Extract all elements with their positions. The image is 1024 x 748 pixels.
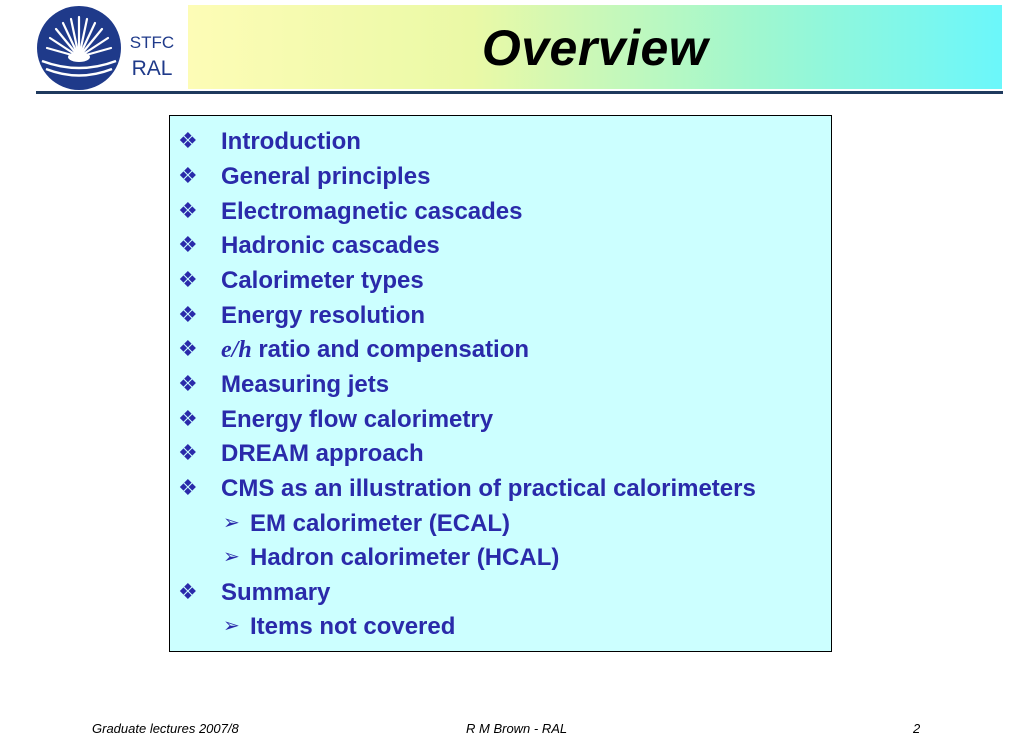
- diamond-bullet-icon: ❖: [178, 128, 198, 153]
- list-item-label: Energy resolution: [221, 302, 426, 329]
- footer-course: Graduate lectures 2007/8: [92, 721, 239, 736]
- eh-symbol: e/h: [221, 337, 252, 363]
- diamond-bullet-icon: ❖: [178, 371, 198, 396]
- diamond-bullet-icon: ❖: [178, 406, 198, 431]
- starburst-logo-icon: [36, 5, 122, 91]
- list-item-label: Measuring jets: [221, 371, 390, 398]
- footer-author: R M Brown - RAL: [466, 721, 568, 736]
- diamond-bullet-icon: ❖: [178, 163, 198, 188]
- diamond-bullet-icon: ❖: [178, 475, 198, 500]
- list-item-label: Hadronic cascades: [221, 232, 440, 259]
- diamond-bullet-icon: ❖: [178, 267, 198, 292]
- diamond-bullet-icon: ❖: [178, 336, 198, 361]
- list-item-label: General principles: [221, 163, 431, 190]
- list-subitem-label: Items not covered: [250, 613, 456, 640]
- title-banner: [188, 5, 1002, 89]
- list-subitem-label: EM calorimeter (ECAL): [250, 510, 511, 537]
- list-item-label: Summary: [221, 579, 331, 606]
- list-item-label: Electromagnetic cascades: [221, 198, 523, 225]
- diamond-bullet-icon: ❖: [178, 198, 198, 223]
- diamond-bullet-icon: ❖: [178, 232, 198, 257]
- list-item-label: DREAM approach: [221, 440, 424, 467]
- list-item-label: Energy flow calorimetry: [221, 406, 494, 433]
- diamond-bullet-icon: ❖: [178, 302, 198, 327]
- list-item-label: CMS as an illustration of practical calorimeters: [221, 475, 756, 502]
- header-divider: [36, 91, 1003, 94]
- arrow-bullet-icon: ➢: [223, 512, 240, 534]
- list-subitem-label: Hadron calorimeter (HCAL): [250, 544, 560, 571]
- diamond-bullet-icon: ❖: [178, 440, 198, 465]
- outline-box: [169, 115, 832, 652]
- page-number: 2: [913, 721, 921, 736]
- page-title: Overview: [481, 20, 709, 76]
- arrow-bullet-icon: ➢: [223, 546, 240, 568]
- org-name-stfc: STFC: [129, 33, 175, 52]
- list-item-label: Calorimeter types: [221, 267, 424, 294]
- diamond-bullet-icon: ❖: [178, 579, 198, 604]
- list-item-label: [221, 336, 529, 364]
- arrow-bullet-icon: ➢: [223, 615, 240, 637]
- list-item-text: ratio and compensation: [258, 336, 530, 363]
- org-name-ral: RAL: [131, 57, 173, 80]
- list-item-label: Introduction: [221, 128, 361, 155]
